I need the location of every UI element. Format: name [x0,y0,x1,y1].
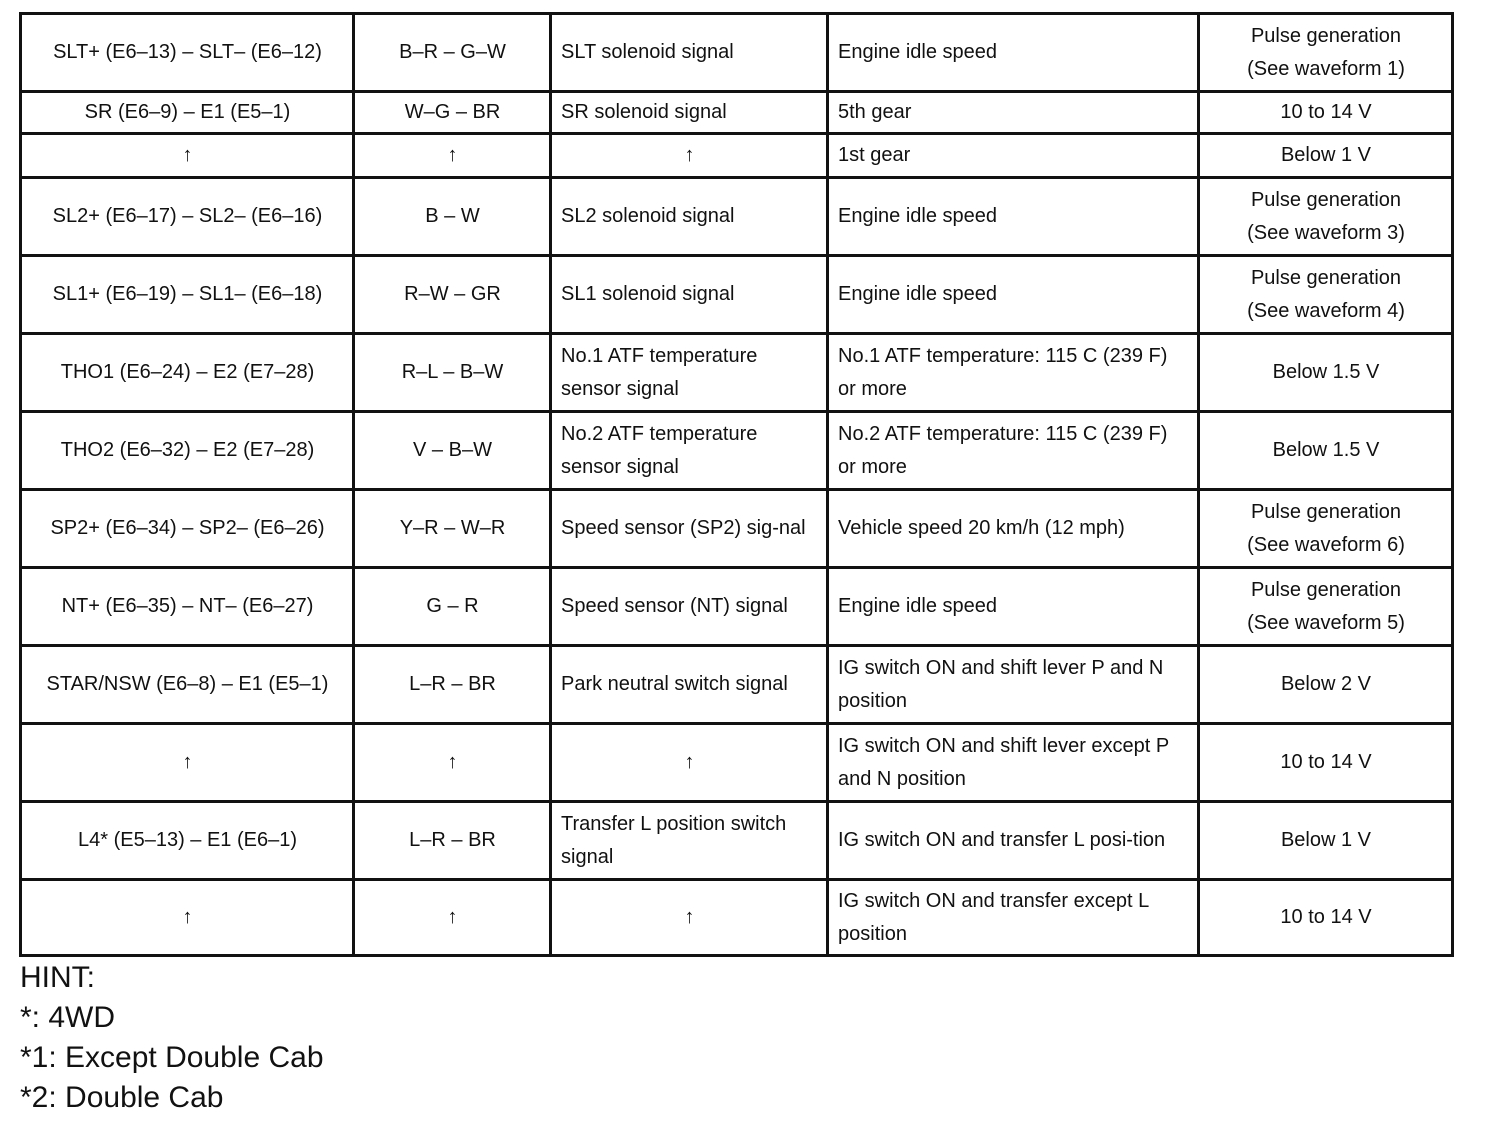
wiring-color-cell: Y–R – W–R [354,490,551,568]
table-row [21,92,1453,134]
wiring-color-cell: R–W – GR [354,256,551,334]
condition-cell: Vehicle speed 20 km/h (12 mph) [828,490,1199,568]
note-4wd: *: 4WD [20,1001,116,1034]
spec-line-2: (See waveform 4) [1247,299,1405,322]
description-cell: SR solenoid signal [551,92,828,134]
ditto-arrow-cell: ↑ [551,880,828,956]
description-cell: SLT solenoid signal [551,14,828,92]
hint-notes [20,958,324,1118]
spec-line-1: Pulse generation [1250,500,1402,523]
spec-line-1: Pulse generation [1250,578,1402,601]
wiring-color-cell: W–G – BR [354,92,551,134]
table-row [21,178,1453,256]
table-row [21,134,1453,178]
condition-cell: 5th gear [828,92,1199,134]
table-row [21,802,1453,880]
specified-condition-cell: 10 to 14 V [1199,92,1453,134]
hint-heading: HINT: [20,961,95,994]
ditto-arrow-cell: ↑ [21,724,354,802]
note-double-cab: *2: Double Cab [20,1081,224,1114]
terminal-cell: SR (E6–9) – E1 (E5–1) [21,92,354,134]
condition-cell: 1st gear [828,134,1199,178]
spec-line-1: Pulse generation [1250,24,1402,47]
specified-condition-cell: Below 1 V [1199,134,1453,178]
specified-condition-cell [1199,568,1453,646]
terminal-cell: THO2 (E6–32) – E2 (E7–28) [21,412,354,490]
ditto-arrow-cell: ↑ [551,134,828,178]
description-cell: Transfer L position switch signal [551,802,828,880]
wiring-color-cell: V – B–W [354,412,551,490]
table-row [21,490,1453,568]
wiring-color-cell: L–R – BR [354,646,551,724]
description-cell: SL2 solenoid signal [551,178,828,256]
specified-condition-cell: 10 to 14 V [1199,880,1453,956]
terminal-cell: SL1+ (E6–19) – SL1– (E6–18) [21,256,354,334]
condition-cell: Engine idle speed [828,568,1199,646]
wiring-color-cell: B–R – G–W [354,14,551,92]
description-cell: No.2 ATF temperature sensor signal [551,412,828,490]
condition-cell: Engine idle speed [828,14,1199,92]
table-row [21,412,1453,490]
condition-cell: IG switch ON and transfer L posi-tion [828,802,1199,880]
ditto-arrow-cell: ↑ [21,880,354,956]
specified-condition-cell [1199,256,1453,334]
terminal-cell: THO1 (E6–24) – E2 (E7–28) [21,334,354,412]
spec-line-1: Pulse generation [1250,266,1402,289]
ditto-arrow-cell: ↑ [551,724,828,802]
specified-condition-cell: Below 1.5 V [1199,334,1453,412]
spec-line-2: (See waveform 3) [1247,221,1405,244]
terminal-cell: NT+ (E6–35) – NT– (E6–27) [21,568,354,646]
specified-condition-cell: Below 1.5 V [1199,412,1453,490]
terminal-cell: STAR/NSW (E6–8) – E1 (E5–1) [21,646,354,724]
table-row [21,256,1453,334]
description-cell: Speed sensor (NT) signal [551,568,828,646]
spec-line-2: (See waveform 1) [1247,57,1405,80]
spec-line-1: Pulse generation [1250,188,1402,211]
condition-cell: No.1 ATF temperature: 115 C (239 F) or more [828,334,1199,412]
condition-cell: IG switch ON and shift lever except P and N position [828,724,1199,802]
table-row [21,724,1453,802]
terminal-cell: SLT+ (E6–13) – SLT– (E6–12) [21,14,354,92]
ditto-arrow-cell: ↑ [354,724,551,802]
terminal-spec-table [19,12,1454,957]
table-row [21,334,1453,412]
specified-condition-cell: Below 1 V [1199,802,1453,880]
wiring-color-cell: R–L – B–W [354,334,551,412]
condition-cell: Engine idle speed [828,178,1199,256]
condition-cell: No.2 ATF temperature: 115 C (239 F) or more [828,412,1199,490]
terminal-cell: L4* (E5–13) – E1 (E6–1) [21,802,354,880]
description-cell: No.1 ATF temperature sensor signal [551,334,828,412]
ditto-arrow-cell: ↑ [354,880,551,956]
wiring-color-cell: G – R [354,568,551,646]
table-row [21,880,1453,956]
specified-condition-cell [1199,178,1453,256]
spec-line-2: (See waveform 5) [1247,611,1405,634]
description-cell: Speed sensor (SP2) sig-nal [551,490,828,568]
specified-condition-cell [1199,14,1453,92]
note-except-double-cab: *1: Except Double Cab [20,1041,324,1074]
ditto-arrow-cell: ↑ [354,134,551,178]
specified-condition-cell [1199,490,1453,568]
table-row [21,568,1453,646]
ditto-arrow-cell: ↑ [21,134,354,178]
specified-condition-cell: 10 to 14 V [1199,724,1453,802]
specified-condition-cell: Below 2 V [1199,646,1453,724]
wiring-color-cell: B – W [354,178,551,256]
spec-line-2: (See waveform 6) [1247,533,1405,556]
condition-cell: IG switch ON and shift lever P and N position [828,646,1199,724]
table-row [21,646,1453,724]
terminal-cell: SL2+ (E6–17) – SL2– (E6–16) [21,178,354,256]
wiring-color-cell: L–R – BR [354,802,551,880]
description-cell: Park neutral switch signal [551,646,828,724]
condition-cell: IG switch ON and transfer except L position [828,880,1199,956]
description-cell: SL1 solenoid signal [551,256,828,334]
condition-cell: Engine idle speed [828,256,1199,334]
terminal-cell: SP2+ (E6–34) – SP2– (E6–26) [21,490,354,568]
table-row [21,14,1453,92]
